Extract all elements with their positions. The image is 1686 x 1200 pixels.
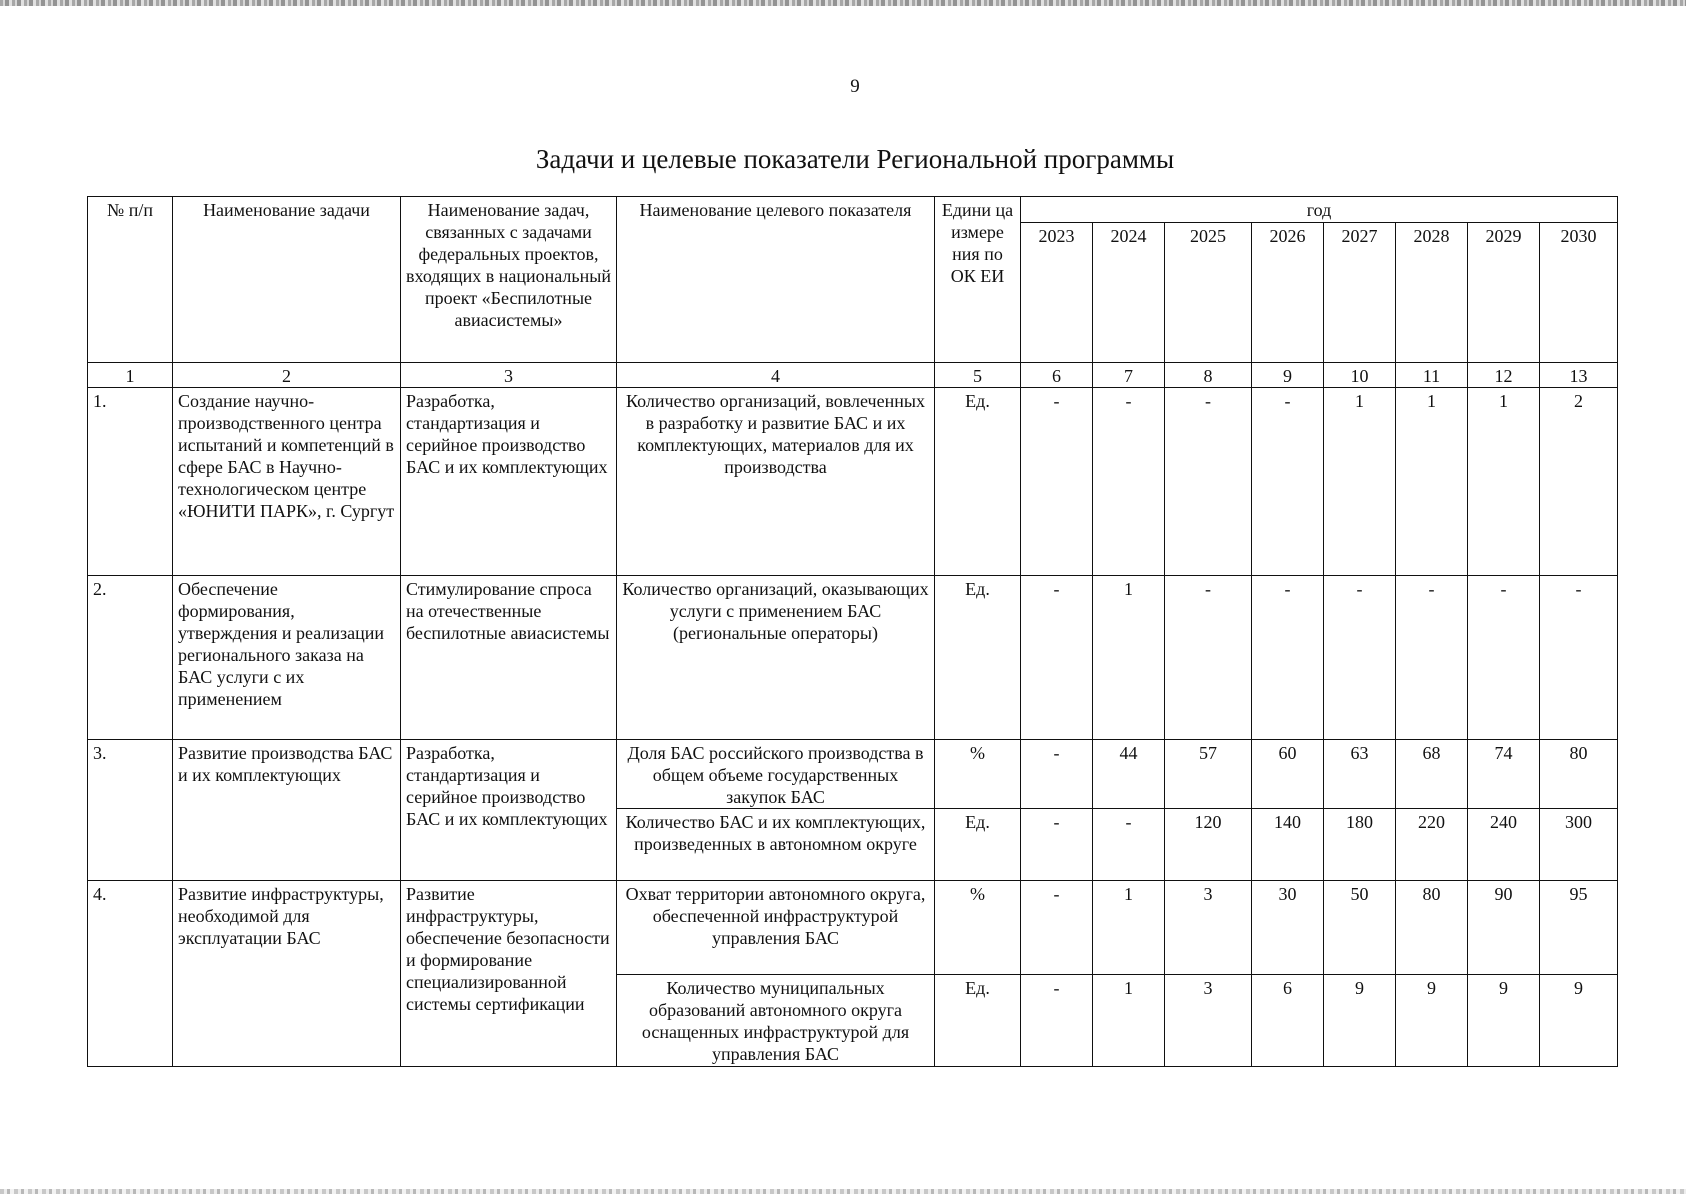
header-year: 2029 bbox=[1468, 223, 1540, 363]
header-year: 2030 bbox=[1540, 223, 1618, 363]
indicator-value: 140 bbox=[1252, 809, 1324, 881]
indicator-value: 2 bbox=[1540, 388, 1618, 576]
indicator-value: 9 bbox=[1324, 975, 1396, 1067]
header-year: 2028 bbox=[1396, 223, 1468, 363]
column-number: 7 bbox=[1093, 363, 1165, 388]
row-number: 4. bbox=[88, 881, 173, 1067]
header-row bbox=[88, 197, 1618, 223]
indicator-value: - bbox=[1252, 388, 1324, 576]
table-row bbox=[88, 388, 1618, 576]
indicator-value: - bbox=[1324, 576, 1396, 740]
indicator-value: 9 bbox=[1396, 975, 1468, 1067]
column-number: 11 bbox=[1396, 363, 1468, 388]
row-number: 1. bbox=[88, 388, 173, 576]
indicator-value: - bbox=[1396, 576, 1468, 740]
indicator-value: - bbox=[1252, 576, 1324, 740]
indicator-value: - bbox=[1021, 809, 1093, 881]
indicator-value: 74 bbox=[1468, 740, 1540, 809]
indicator-value: - bbox=[1021, 881, 1093, 975]
indicator-value: - bbox=[1021, 975, 1093, 1067]
indicator-value: - bbox=[1165, 388, 1252, 576]
indicator-value: - bbox=[1468, 576, 1540, 740]
indicator-name: Количество организаций, оказывающих услуги с применением БАС (региональные операторы) bbox=[617, 576, 935, 740]
column-number: 4 bbox=[617, 363, 935, 388]
header-year: 2024 bbox=[1093, 223, 1165, 363]
indicator-value: 63 bbox=[1324, 740, 1396, 809]
indicator-value: 120 bbox=[1165, 809, 1252, 881]
indicator-value: 300 bbox=[1540, 809, 1618, 881]
indicator-value: 95 bbox=[1540, 881, 1618, 975]
column-number: 8 bbox=[1165, 363, 1252, 388]
indicator-unit: Ед. bbox=[935, 576, 1021, 740]
table-row bbox=[88, 576, 1618, 740]
task-name: Развитие производства БАС и их комплектующих bbox=[173, 740, 401, 881]
indicator-value: 180 bbox=[1324, 809, 1396, 881]
federal-task-name: Развитие инфраструктуры, обеспечение безопасности и формирование специализированной системы сертификации bbox=[401, 881, 617, 1067]
scan-edge-top bbox=[0, 0, 1686, 6]
column-number: 1 bbox=[88, 363, 173, 388]
indicator-value: 90 bbox=[1468, 881, 1540, 975]
indicator-value: 44 bbox=[1093, 740, 1165, 809]
column-number: 12 bbox=[1468, 363, 1540, 388]
indicator-value: 1 bbox=[1324, 388, 1396, 576]
targets-table bbox=[87, 196, 1618, 1067]
indicator-unit: Ед. bbox=[935, 809, 1021, 881]
column-numbers-row bbox=[88, 363, 1618, 388]
indicator-value: - bbox=[1021, 388, 1093, 576]
header-indicator: Наименование целевого показателя bbox=[617, 197, 935, 363]
row-number: 3. bbox=[88, 740, 173, 881]
column-number: 9 bbox=[1252, 363, 1324, 388]
indicator-unit: % bbox=[935, 740, 1021, 809]
header-task: Наименование задачи bbox=[173, 197, 401, 363]
indicator-value: 80 bbox=[1396, 881, 1468, 975]
page-number: 9 bbox=[850, 76, 860, 97]
scan-edge-bottom bbox=[0, 1189, 1686, 1194]
indicator-value: - bbox=[1093, 388, 1165, 576]
indicator-value: - bbox=[1093, 809, 1165, 881]
federal-task-name: Разработка, стандартизация и серийное производство БАС и их комплектующих bbox=[401, 388, 617, 576]
indicator-unit: % bbox=[935, 881, 1021, 975]
indicator-value: 6 bbox=[1252, 975, 1324, 1067]
indicator-value: 57 bbox=[1165, 740, 1252, 809]
indicator-value: - bbox=[1540, 576, 1618, 740]
task-name: Создание научно-производственного центра испытаний и компетенций в сфере БАС в Научно-технологическом центре «ЮНИТИ ПАРК», г. Сургут bbox=[173, 388, 401, 576]
indicator-name: Количество муниципальных образований автономного округа оснащенных инфраструктурой для управления БАС bbox=[617, 975, 935, 1067]
header-year: 2027 bbox=[1324, 223, 1396, 363]
task-name: Развитие инфраструктуры, необходимой для эксплуатации БАС bbox=[173, 881, 401, 1067]
indicator-value: 9 bbox=[1468, 975, 1540, 1067]
header-year: 2026 bbox=[1252, 223, 1324, 363]
indicator-value: - bbox=[1021, 576, 1093, 740]
page-title: Задачи и целевые показатели Региональной программы bbox=[535, 144, 1175, 174]
indicator-name: Количество БАС и их комплектующих, произведенных в автономном округе bbox=[617, 809, 935, 881]
table-body bbox=[88, 197, 1618, 1067]
indicator-value: 240 bbox=[1468, 809, 1540, 881]
indicator-name: Доля БАС российского производства в общем объеме государственных закупок БАС bbox=[617, 740, 935, 809]
indicator-value: 3 bbox=[1165, 881, 1252, 975]
task-name: Обеспечение формирования, утверждения и реализации регионального заказа на БАС услуги с их применением bbox=[173, 576, 401, 740]
federal-task-name: Стимулирование спроса на отечественные беспилотные авиасистемы bbox=[401, 576, 617, 740]
indicator-value: 220 bbox=[1396, 809, 1468, 881]
indicator-unit: Ед. bbox=[935, 975, 1021, 1067]
indicator-value: 3 bbox=[1165, 975, 1252, 1067]
column-number: 2 bbox=[173, 363, 401, 388]
column-number: 5 bbox=[935, 363, 1021, 388]
header-num: № п/п bbox=[88, 197, 173, 363]
indicator-name: Количество организаций, вовлеченных в разработку и развитие БАС и их комплектующих, материалов для их производства bbox=[617, 388, 935, 576]
indicator-value: 50 bbox=[1324, 881, 1396, 975]
indicator-name: Охват территории автономного округа, обеспеченной инфраструктурой управления БАС bbox=[617, 881, 935, 975]
column-number: 10 bbox=[1324, 363, 1396, 388]
indicator-value: 9 bbox=[1540, 975, 1618, 1067]
indicator-value: 80 bbox=[1540, 740, 1618, 809]
column-number: 13 bbox=[1540, 363, 1618, 388]
indicator-value: 1 bbox=[1468, 388, 1540, 576]
indicator-value: 1 bbox=[1396, 388, 1468, 576]
indicator-value: 30 bbox=[1252, 881, 1324, 975]
indicator-value: 1 bbox=[1093, 881, 1165, 975]
row-number: 2. bbox=[88, 576, 173, 740]
indicator-value: 1 bbox=[1093, 576, 1165, 740]
column-number: 6 bbox=[1021, 363, 1093, 388]
header-year-group: год bbox=[1021, 197, 1618, 223]
indicator-value: 60 bbox=[1252, 740, 1324, 809]
indicator-value: 68 bbox=[1396, 740, 1468, 809]
header-year: 2025 bbox=[1165, 223, 1252, 363]
indicator-value: - bbox=[1165, 576, 1252, 740]
indicator-unit: Ед. bbox=[935, 388, 1021, 576]
federal-task-name: Разработка, стандартизация и серийное производство БАС и их комплектующих bbox=[401, 740, 617, 881]
indicator-value: 1 bbox=[1093, 975, 1165, 1067]
header-unit: Едини ца измере ния по ОК ЕИ bbox=[935, 197, 1021, 363]
indicator-value: - bbox=[1021, 740, 1093, 809]
header-federal-tasks: Наименование задач, связанных с задачами федеральных проектов, входящих в национальный проект «Беспилотные авиасистемы» bbox=[401, 197, 617, 363]
table-row bbox=[88, 881, 1618, 975]
column-number: 3 bbox=[401, 363, 617, 388]
table-row bbox=[88, 740, 1618, 809]
header-year: 2023 bbox=[1021, 223, 1093, 363]
